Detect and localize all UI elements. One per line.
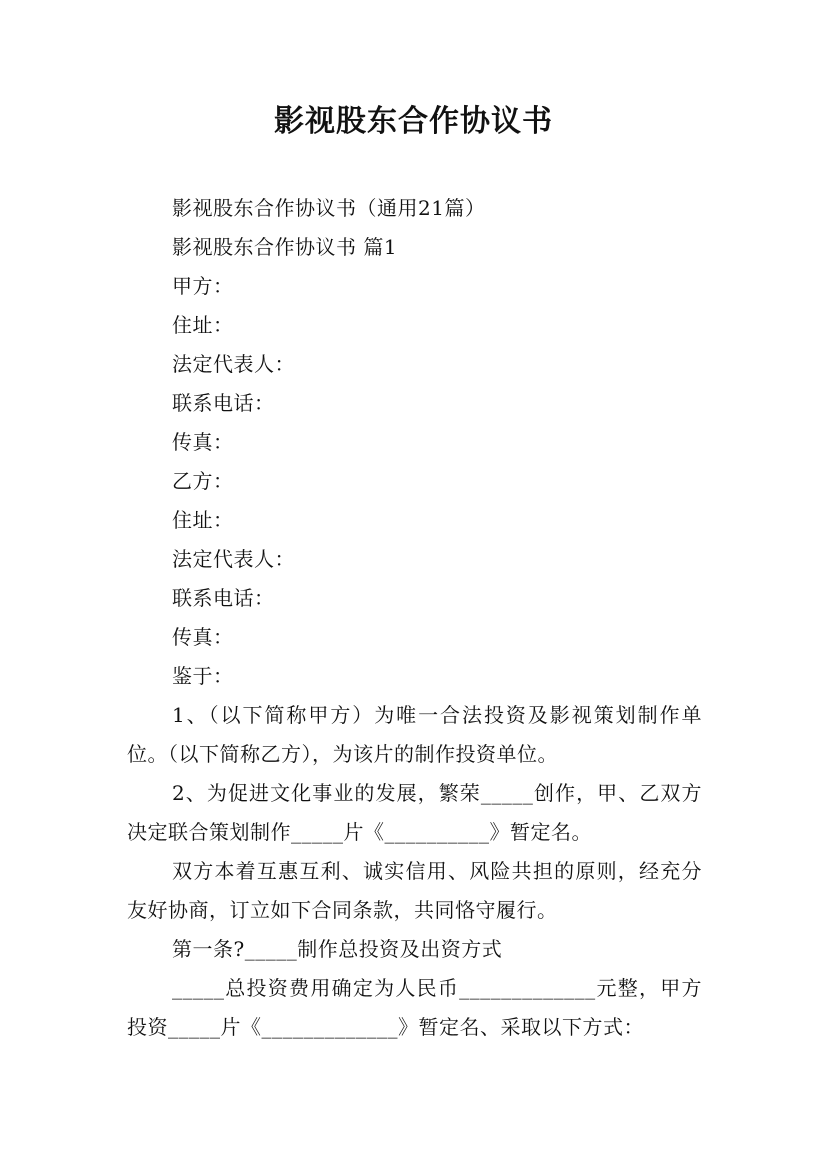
document-body (127, 189, 702, 1047)
clause-2-paragraph: 2、为促进文化事业的发展，繁荣_____创作，甲、乙双方决定联合策划制作_____片《__________》暂定名。 (127, 781, 702, 844)
party-b-fax-label: 传真： (172, 625, 234, 649)
party-a-address-label: 住址： (172, 313, 234, 337)
party-b-representative-label: 法定代表人： (172, 547, 295, 571)
subtitle-line: 影视股东合作协议书（通用21篇） (172, 196, 486, 220)
party-b-address-label: 住址： (172, 508, 234, 532)
document-title: 影视股东合作协议书 (274, 104, 553, 139)
clause-1-paragraph: 1、（以下简称甲方）为唯一合法投资及影视策划制作单位。（以下简称乙方），为该片的制作投资单位。 (127, 703, 702, 766)
chapter-heading: 影视股东合作协议书 篇1 (172, 235, 398, 259)
party-a-fax-label: 传真： (172, 430, 234, 454)
party-b-label: 乙方： (172, 469, 234, 493)
investment-paragraph: _____总投资费用确定为人民币_____________元整，甲方投资_____片《_____________》暂定名、采取以下方式： (127, 976, 702, 1039)
whereas-label: 鉴于： (172, 664, 234, 688)
article-1-heading: 第一条?_____制作总投资及出资方式 (172, 937, 503, 961)
principle-paragraph: 双方本着互惠互利、诚实信用、风险共担的原则，经充分友好协商，订立如下合同条款，共同恪守履行。 (127, 859, 702, 922)
party-b-phone-label: 联系电话： (172, 586, 275, 610)
party-a-phone-label: 联系电话： (172, 391, 275, 415)
party-a-label: 甲方： (172, 274, 234, 298)
party-a-representative-label: 法定代表人： (172, 352, 295, 376)
